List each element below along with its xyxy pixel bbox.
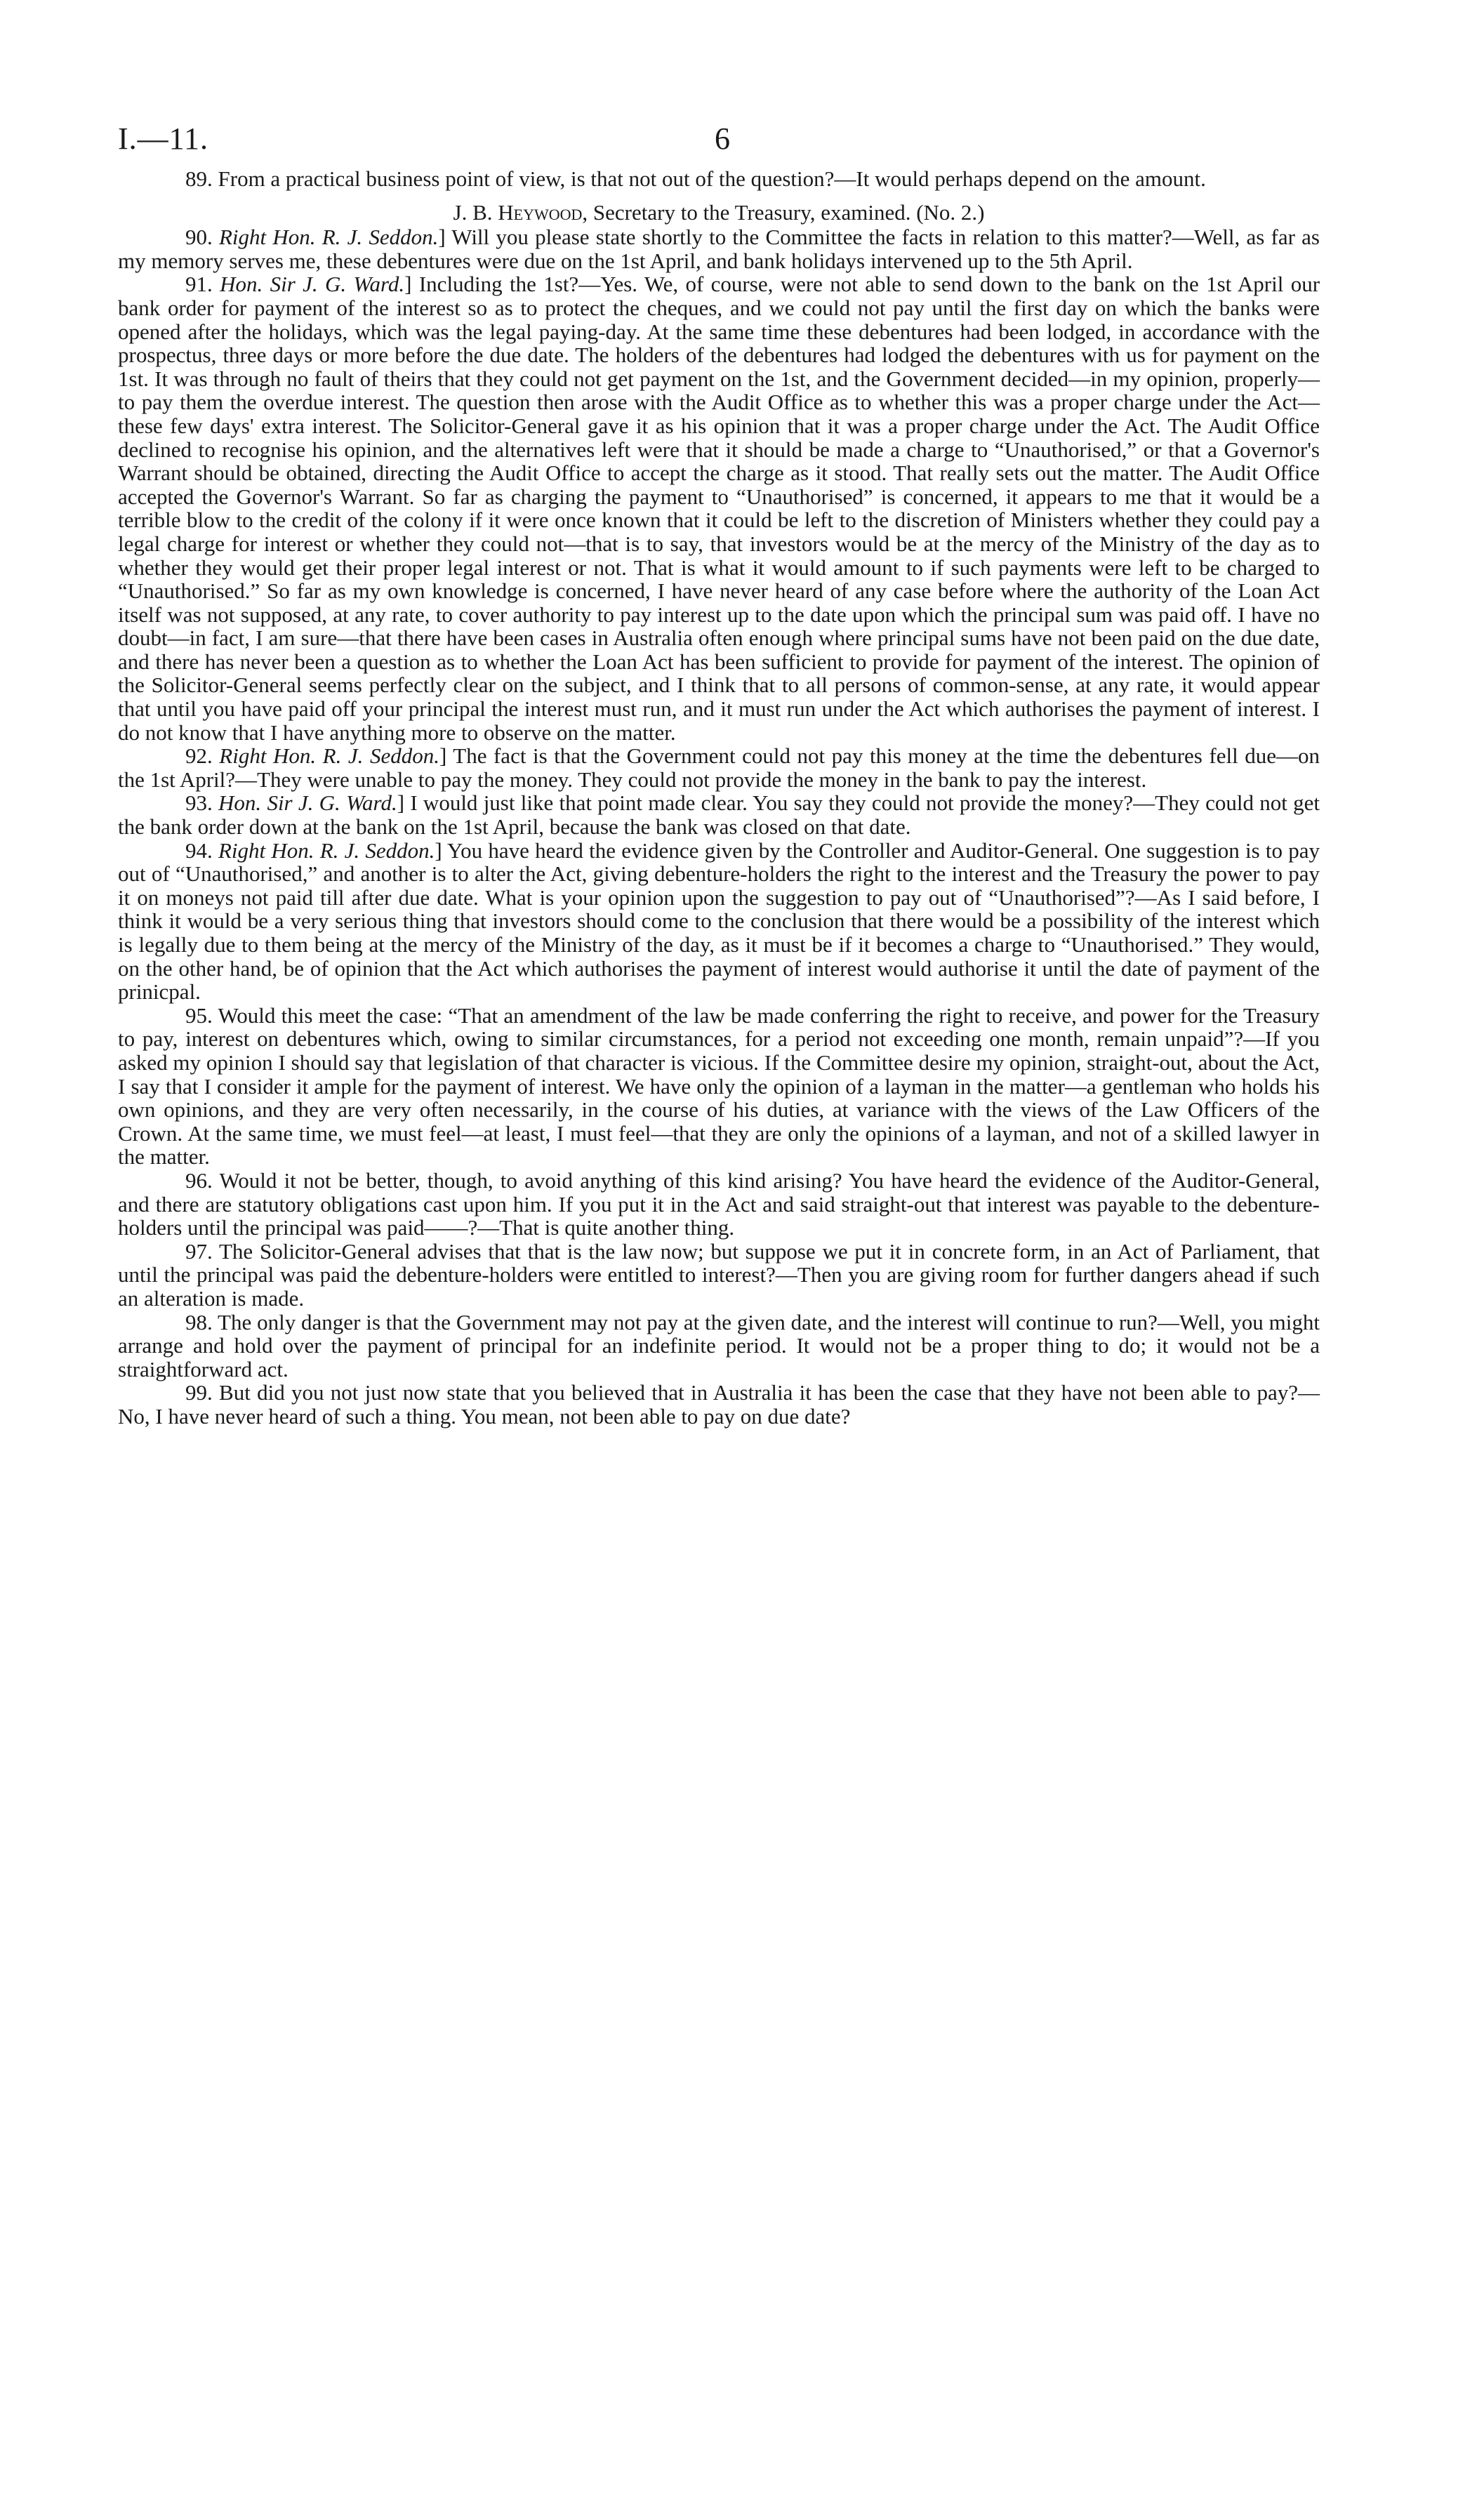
question-98: [118, 1311, 1320, 1382]
speaker-name: Right Hon. R. J. Seddon.: [218, 837, 435, 863]
page-header: [118, 118, 1320, 167]
document-reference: I.—11.: [118, 121, 209, 156]
question-97: [118, 1240, 1320, 1311]
question-number: 97.: [185, 1238, 213, 1264]
question-number: 89.: [185, 166, 213, 191]
question-94: [118, 839, 1320, 1004]
question-number: 95.: [185, 1002, 213, 1028]
question-text: The Solicitor-General advises that that is the law now; but suppose we put it in concrete form, in an Act of Parliament, that until the principal was paid the debenture-holders were entitled to interest?—Then you are giving room for further dangers ahead if such an alteration is made.: [118, 1238, 1320, 1311]
witness-initials: J. B.: [453, 199, 493, 225]
question-text: ] The fact is that the Government could not pay this money at the time the debentures fell due—on the 1st April?—They were unable to pay the money. They could not provide the money in the bank to pay the interest.: [118, 743, 1320, 792]
question-text: Would this meet the case: “That an amendment of the law be made conferring the right to receive, and power for the Treasury to pay, interest on debentures which, owing to similar circumstances, for a period not exceeding one month, remain unpaid”?—If you asked my opinion I should say that legislation of that character is vicious. If the Committee desire my opinion, straight-out, about the Act, I say that I consider it ample for the payment of interest. We have only the opinion of a layman in the matter—a gentleman who holds his own opinions, and they are very often necessarily, in the course of his duties, at variance with the views of the Law Officers of the Crown. At the same time, we must feel—at least, I must feel—that they are only the opinions of a layman, and not of a skilled lawyer in the matter.: [118, 1002, 1320, 1170]
document-body: [118, 167, 1320, 1428]
question-number: 94.: [185, 837, 213, 863]
question-91: [118, 272, 1320, 744]
speaker-name: Hon. Sir J. G. Ward.: [220, 272, 405, 297]
question-89: [118, 167, 1320, 191]
speaker-name: Right Hon. R. J. Seddon.: [219, 743, 439, 769]
question-92: [118, 744, 1320, 791]
question-text: ] Including the 1st?—Yes. We, of course, were not able to send down to the bank on the 1st April our bank order for payment of the interest so as to protect the cheques, and we could not pay until the first day on which the banks were opened after the holidays, which was the legal paying-day. At the same time these debentures had been lodged, in accordance with the prospectus, three days or more before the due date. The holders of the debentures had lodged the debentures with us for payment on the 1st. It was through no fault of theirs that they could not get payment on the 1st, and the Government decided—in my opinion, properly—to pay them the overdue interest. The question then arose with the Audit Office as to whether this was a proper charge under the Act—these few days' extra interest. The Solicitor-General gave it as his opinion that it was a proper charge under the Act. The Audit Office declined to recognise his opinion, and the alternatives left were that it should be made a charge to “Unauthorised,” or that a Governor's Warrant should be obtained, directing the Audit Office to accept the charge as it stood. That really sets out the matter. The Audit Office accepted the Governor's Warrant. So far as charging the payment to “Unauthorised” is concerned, it appears to me that it would be a terrible blow to the credit of the colony if it were once known that it could be left to the discretion of Ministers whether they could pay a legal charge for interest or whether they could not—that is to say, that investors would be at the mercy of the Ministry of the day as to whether they would get their proper legal interest or not. That is what it would amount to if such payments were left to be charged to “Unauthorised.” So far as my own knowledge is concerned, I have never heard of any case before where the authority of the Loan Act itself was not supposed, at any rate, to cover authority to pay interest up to the date upon which the principal sum was paid off. I have no doubt—in fact, I am sure—that there have been cases in Australia often enough where principal sums have not been paid on the due date, and there has never been a question as to whether the Loan Act has been sufficient to provide for payment of the interest. The opinion of the Solicitor-General seems perfectly clear on the subject, and I think that to all persons of common-sense, at any rate, it would appear that until you have paid off your principal the interest must run, and it must run under the Act which authorises the payment of interest. I do not know that I have anything more to observe on the matter.: [118, 272, 1320, 745]
question-number: 99.: [185, 1380, 213, 1405]
witness-description: , Secretary to the Treasury, examined. (No. 2.): [582, 199, 985, 225]
question-number: 92.: [185, 743, 213, 769]
speaker-name: Right Hon. R. J. Seddon.: [218, 225, 439, 250]
document-page: [118, 118, 1320, 1428]
question-text: The only danger is that the Government may not pay at the given date, and the interest will continue to run?—Well, you might arrange and hold over the payment of principal for an indefinite period. It would not be a proper thing to do; it would not be a straightforward act.: [118, 1309, 1320, 1382]
question-number: 93.: [185, 790, 213, 816]
question-text: From a practical business point of view, is that not out of the question?—It would perhaps depend on the amount.: [218, 166, 1206, 191]
witness-surname: Heywood: [498, 199, 583, 225]
question-text: ] I would just like that point made clear. You say they could not provide the money?—They could not get the bank order down at the bank on the 1st April, because the bank was closed on that date.: [118, 790, 1320, 840]
speaker-name: Hon. Sir J. G. Ward.: [218, 790, 397, 816]
question-90: [118, 225, 1320, 272]
question-text: Would it not be better, though, to avoid anything of this kind arising? You have heard the evidence of the Auditor-General, and there are statutory obligations cast upon him. If you put it in the Act and said straight-out that interest was payable to the debenture-holders until the principal was paid——?—That is quite another thing.: [118, 1167, 1320, 1240]
question-95: [118, 1004, 1320, 1169]
question-text: ] You have heard the evidence given by the Controller and Auditor-General. One suggestion is to pay out of “Unauthorised,” and another is to alter the Act, giving debenture-holders the right to the interest and the Treasury the power to pay it on moneys not paid till after due date. What is your opinion upon the suggestion to pay out of “Unauthorised”?—As I said before, I think it would be a very serious thing that investors should come to the conclusion that there would be a possibility of the interest which is legally due to them being at the mercy of the Ministry of the day, as it must be if it becomes a charge to “Unauthorised.” They would, on the other hand, be of opinion that the Act which authorises the payment of interest would authorise it until the date of payment of the prinicpal.: [118, 837, 1320, 1005]
question-text: But did you not just now state that you believed that in Australia it has been the case that they have not been able to pay?—No, I have never heard of such a thing. You mean, not been able to pay on due date?: [118, 1380, 1320, 1429]
question-number: 96.: [185, 1167, 213, 1193]
question-93: [118, 791, 1320, 838]
page-number: 6: [715, 121, 730, 156]
question-text: ] Will you please state shortly to the Committee the facts in relation to this matter?—Well, as far as my memory serves me, these debentures were due on the 1st April, and bank holidays intervened up to the 5th April.: [118, 225, 1320, 273]
question-99: [118, 1381, 1320, 1428]
question-number: 90.: [185, 225, 213, 250]
witness-heading: [118, 201, 1320, 225]
question-number: 98.: [185, 1309, 213, 1334]
question-96: [118, 1169, 1320, 1240]
question-number: 91.: [185, 272, 213, 297]
